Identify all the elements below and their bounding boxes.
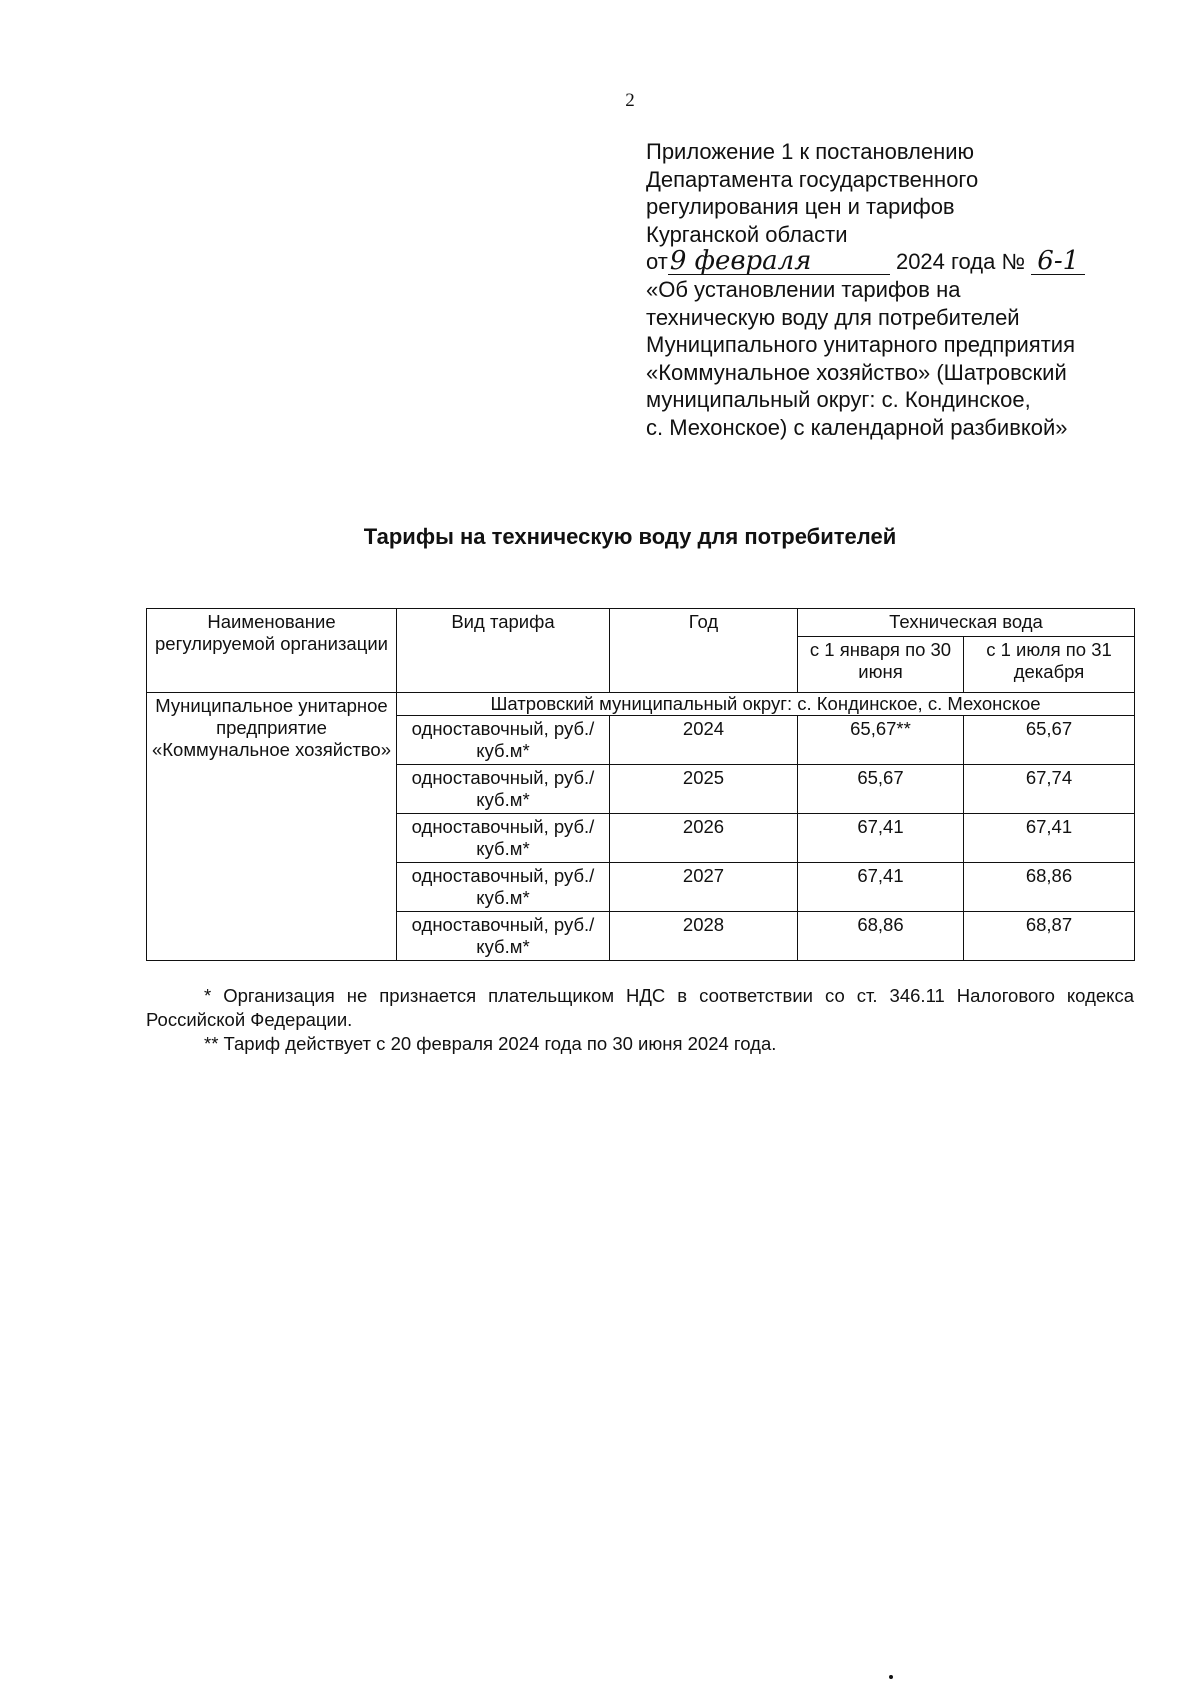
appendix-line: регулирования цен и тарифов (646, 194, 955, 220)
district-cell: Шатровский муниципальный округ: с. Кондинское, с. Мехонское (397, 693, 1135, 716)
appendix-title-line: «Об установлении тарифов на (646, 276, 961, 302)
table-header-row (147, 609, 1135, 637)
tariff-type-cell: одноставочный, руб./куб.м* (397, 716, 610, 765)
period-1-cell: 65,67 (798, 765, 964, 814)
header-period-1: с 1 января по 30 июня (798, 637, 964, 693)
period-2-cell: 67,41 (964, 814, 1135, 863)
period-1-cell: 68,86 (798, 912, 964, 961)
footnote-vat: * Организация не признается плательщиком НДС в соответствии со ст. 346.11 Налогового кодекса Российской Федерации. (146, 985, 1134, 1030)
handwritten-number: 6-1 (1031, 248, 1085, 275)
appendix-title-line: Муниципального унитарного предприятия (646, 332, 1075, 358)
header-org: Наименование регулируемой организации (147, 609, 397, 693)
period-1-cell: 67,41 (798, 814, 964, 863)
appendix-line: Курганской области (646, 221, 848, 247)
header-technical-water: Техническая вода (798, 609, 1135, 637)
footnotes (146, 984, 1134, 1056)
footnote-tariff-period: ** Тариф действует с 20 февраля 2024 года по 30 июня 2024 года. (204, 1033, 777, 1054)
tariff-type-cell: одноставочный, руб./куб.м* (397, 765, 610, 814)
handwritten-date: 9 февраля (668, 248, 890, 275)
appendix-line: Приложение 1 к постановлению (646, 139, 975, 164)
appendix-title-line: «Коммунальное хозяйство» (Шатровский (646, 359, 1067, 385)
org-name-cell: Муниципальное унитарное предприятие «Коммунальное хозяйство» (147, 693, 397, 961)
page-number: 2 (625, 90, 635, 111)
header-tariff-type: Вид тарифа (397, 609, 610, 693)
date-prefix: от (646, 249, 668, 275)
period-2-cell: 65,67 (964, 716, 1135, 765)
appendix-title-line: муниципальный округ: с. Кондинское, (646, 387, 1031, 413)
year-cell: 2026 (610, 814, 798, 863)
tariff-type-cell: одноставочный, руб./куб.м* (397, 814, 610, 863)
appendix-date-line (646, 248, 1166, 276)
table-row (147, 693, 1135, 716)
period-2-cell: 67,74 (964, 765, 1135, 814)
year-cell: 2025 (610, 765, 798, 814)
tariff-type-cell: одноставочный, руб./куб.м* (397, 863, 610, 912)
scan-speck (889, 1675, 893, 1679)
year-text: 2024 года № (895, 249, 1026, 275)
appendix-title-line: техническую воду для потребителей (646, 304, 1020, 330)
tariff-type-cell: одноставочный, руб./куб.м* (397, 912, 610, 961)
period-2-cell: 68,86 (964, 863, 1135, 912)
header-period-2: с 1 июля по 31 декабря (964, 637, 1135, 693)
appendix-title-line: с. Мехонское) с календарной разбивкой» (646, 414, 1068, 440)
appendix-block (646, 138, 1166, 442)
period-1-cell: 65,67** (798, 716, 964, 765)
period-1-cell: 67,41 (798, 863, 964, 912)
tariffs-table (146, 608, 1135, 961)
year-cell: 2024 (610, 716, 798, 765)
year-cell: 2027 (610, 863, 798, 912)
period-2-cell: 68,87 (964, 912, 1135, 961)
document-title: Тарифы на техническую воду для потребителей (363, 524, 897, 549)
appendix-line: Департамента государственного (646, 166, 979, 192)
header-year: Год (610, 609, 798, 693)
year-cell: 2028 (610, 912, 798, 961)
